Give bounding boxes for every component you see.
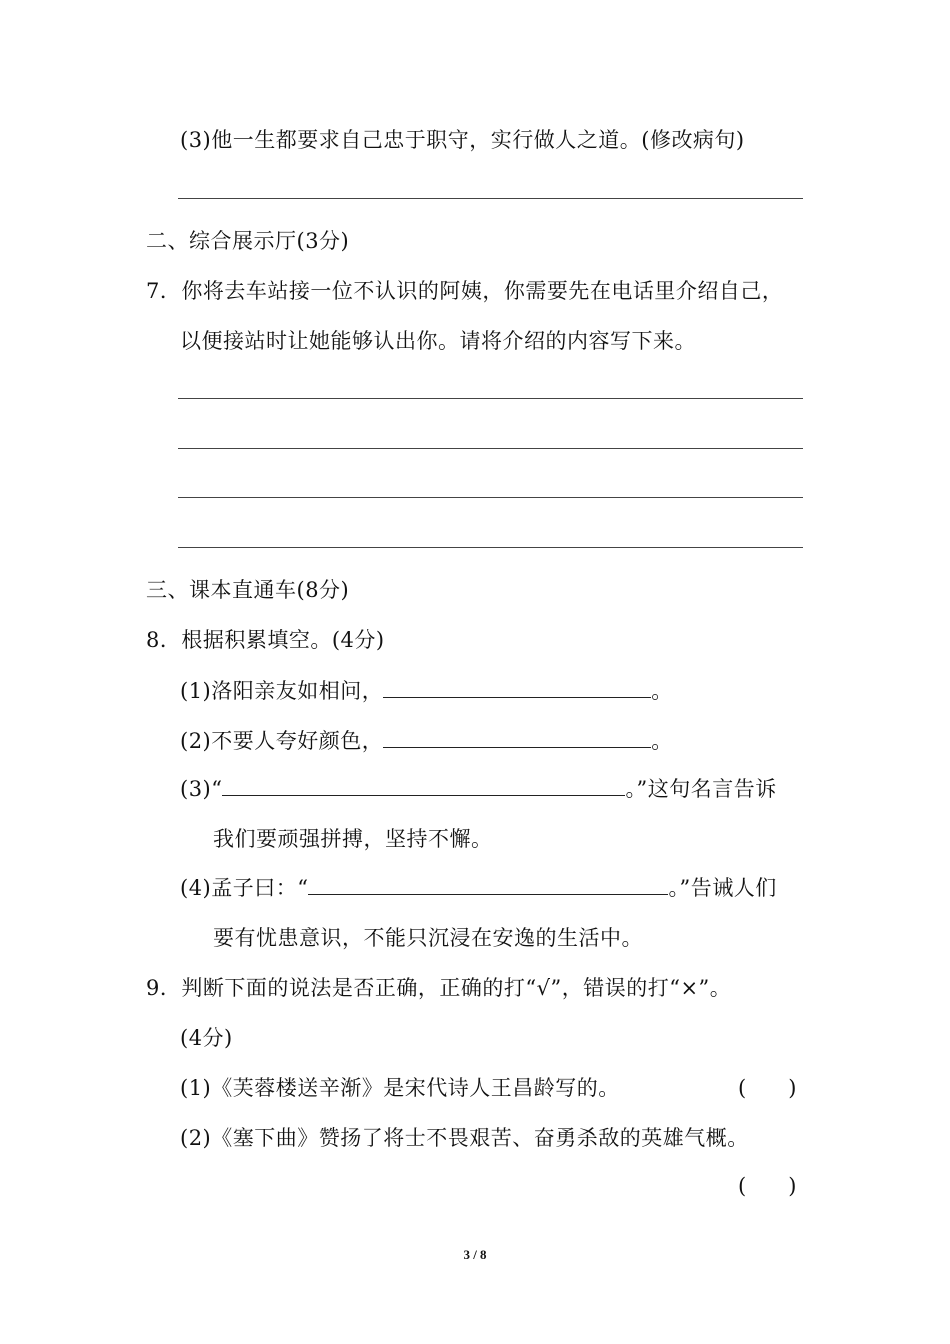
q9-score: (4分) [180, 1026, 233, 1050]
q7-answer-line-3[interactable] [178, 497, 803, 498]
q8-item4-line2: 要有忧患意识，不能只沉浸在安逸的生活中。 [213, 926, 643, 950]
q8-item3-line2: 我们要顽强拼搏，坚持不懈。 [213, 827, 493, 851]
q8-item2-prefix: (2)不要人夸好颜色， [180, 729, 384, 753]
page-number: 3 / 8 [463, 1247, 487, 1262]
q6-item3-text: (3)他一生都要求自己忠于职守，实行做人之道。(修改病句) [180, 128, 745, 152]
q8-item1-suffix: 。 [651, 679, 673, 703]
q8-item3 [180, 775, 777, 803]
q6-item3-answer-line[interactable] [178, 198, 803, 199]
q8-item4-blank[interactable] [308, 874, 668, 895]
q8-item2-blank[interactable] [383, 727, 651, 748]
q7-answer-line-1[interactable] [178, 398, 803, 399]
q8-item1 [180, 677, 673, 705]
q8-item3-prefix: (3)“ [180, 777, 223, 801]
q8-item4-suffix: 。”告诫人们 [668, 876, 777, 900]
section3-heading: 三、课本直通车(8分) [146, 578, 350, 602]
q8-item3-blank[interactable] [222, 775, 625, 796]
q7-text-line2: 以便接站时让她能够认出你。请将介绍的内容写下来。 [180, 329, 696, 353]
q8-title: 8．根据积累填空。(4分) [146, 628, 385, 652]
q7-text-line1: 7．你将去车站接一位不认识的阿姨，你需要先在电话里介绍自己， [146, 279, 784, 303]
q8-item4-prefix: (4)孟子曰：“ [180, 876, 309, 900]
q9-item2: (2)《塞下曲》赞扬了将士不畏艰苦、奋勇杀敌的英雄气概。 [180, 1126, 749, 1150]
q8-item3-suffix: 。”这句名言告诉 [625, 777, 777, 801]
q9-title: 9．判断下面的说法是否正确，正确的打“√”，错误的打“×”。 [146, 976, 732, 1000]
q8-item1-prefix: (1)洛阳亲友如相问， [180, 679, 384, 703]
section2-heading: 二、综合展示厅(3分) [146, 229, 350, 253]
q7-answer-line-4[interactable] [178, 547, 803, 548]
q8-item4 [180, 874, 777, 902]
q7-answer-line-2[interactable] [178, 448, 803, 449]
q8-item2 [180, 727, 673, 755]
q9-item1: (1)《芙蓉楼送辛渐》是宋代诗人王昌龄写的。 [180, 1076, 620, 1100]
q8-item1-blank[interactable] [383, 677, 651, 698]
q9-item2-answer-box[interactable]: ( ) [738, 1174, 797, 1198]
q9-item1-answer-box[interactable]: ( ) [738, 1076, 797, 1100]
q8-item2-suffix: 。 [651, 729, 673, 753]
